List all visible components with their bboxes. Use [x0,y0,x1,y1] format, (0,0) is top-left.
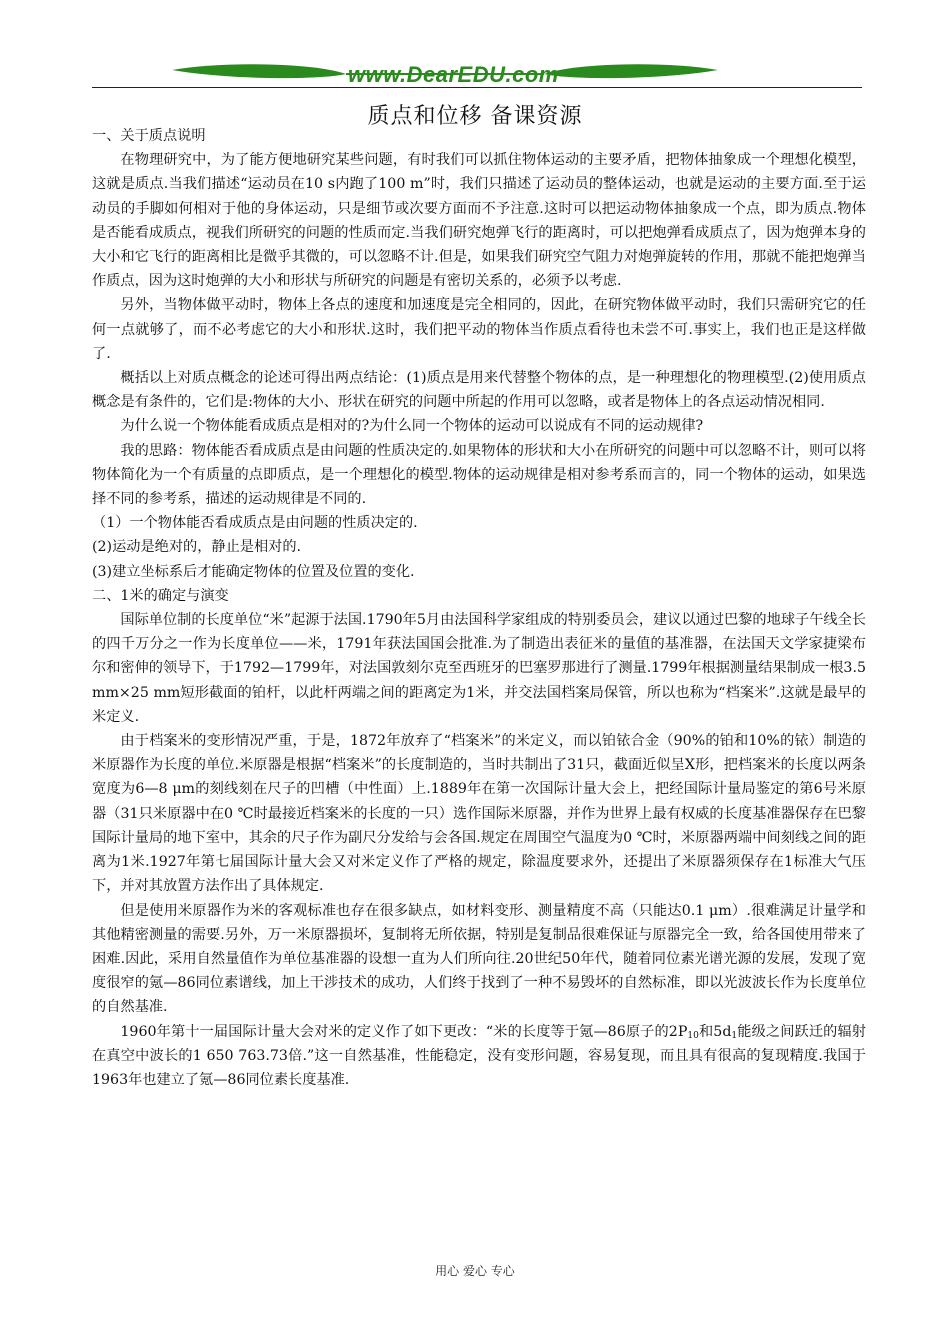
paragraph-7: 由于档案米的变形情况严重，于是，1872年放弃了“档案米”的米定义，而以铂铱合金（90%的铂和10%的铱）制造的米原器作为长度的单位.米原器是根据“档案米”的长度制造的，当时共制出了31只，截面近似呈X形，把档案米的长度以两条宽度为6—8 μm的刻线刻在尺子的凹槽（中性面）上.1889年在第一次国际计量大会上，把经国际计量局鉴定的第6号米原器（31只米原器中在0 ℃时最接近档案米的长度的一只）选作国际米原器，并作为世界上最有权威的长度基准器保存在巴黎国际计量局的地下室中，其余的尺子作为副尺分发给与会各国.规定在周围空气温度为0 ℃时，米原器两端中间刻线之间的距离为1米.1927年第七届国际计量大会又对米定义作了严格的规定，除温度要求外，还提出了米原器须保存在1标准大气压下，并对其放置方法作出了具体规定. [92,733,866,895]
page-footer: 用心 爱心 专心 [435,1264,515,1278]
list-item-1: （1）一个物体能否看成质点是由问题的性质决定的. [92,515,418,532]
list-item-3: (3)建立坐标系后才能确定物体的位置及位置的变化. [92,563,415,580]
site-logo-text[interactable]: www.DearEDU.com [348,62,559,87]
paragraph-8: 但是使用米原器作为米的客观标准也存在很多缺点，如材料变形、测量精度不高（只能达0.1 μm）.很难满足计量学和其他精密测量的需要.另外，万一米原器损坏，复制将无所依据，特别是复制品很难保证与原器完全一致，给各国使用带来了困难.因此，采用自然量值作为单位基准器的设想一直为人们所向往.20世纪50年代，随着同位素光谱光源的发展，发现了宽度很窄的氪—86同位素谱线，加上干涉技术的成功，人们终于找到了一种不易毁坏的自然标准，即以光波波长作为长度单位的自然基准. [92,902,866,1016]
document-body [92,124,866,1092]
paragraph-1: 在物理研究中，为了能方便地研究某些问题，有时我们可以抓住物体运动的主要矛盾，把物体抽象成一个理想化模型，这就是质点.当我们描述“运动员在10 s内跑了100 m”时，我们只描述了运动员的整体运动，也就是运动的主要方面.至于运动员的手脚如何相对于他的身体运动，只是细节或次要方面而不予注意.这时可以把运动物体抽象成一个点，即为质点.物体是否能看成质点，视我们所研究的问题的性质而定.当我们研究炮弹飞行的距离时，可以把炮弹看成质点了，因为炮弹本身的大小和它飞行的距离相比是微乎其微的，可以忽略不计.但是，如果我们研究空气阻力对炮弹旋转的作用，那就不能把炮弹当作质点，因为这时炮弹的大小和形状与所研究的问题是有密切关系的，必须予以考虑. [92,152,866,290]
subscript-1: 1 [731,1030,738,1041]
list-item-2: (2)运动是绝对的，静止是相对的. [92,539,302,556]
page-title: 质点和位移 备课资源 [367,104,583,129]
section-heading-1: 一、关于质点说明 [92,128,206,144]
section-heading-2: 二、1米的确定与演变 [92,587,229,604]
paragraph-4: 为什么说一个物体能看成质点是相对的?为什么同一个物体的运动可以说成有不同的运动规律? [120,418,704,435]
paragraph-3: 概括以上对质点概念的论述可得出两点结论：(1)质点是用来代替整个物体的点，是一种理想化的物理模型.(2)使用质点概念是有条件的，它们是:物体的大小、形状在研究的问题中所起的作用可以忽略，或者是物体上的各点运动情况相同. [92,370,866,411]
paragraph-5: 我的思路：物体能否看成质点是由问题的性质决定的.如果物体的形状和大小在所研究的问题中可以忽略不计，则可以将物体简化为一个有质量的点即质点，是一个理想化的模型.物体的运动规律是相对参考系而言的，同一个物体的运动，如果选择不同的参考系，描述的运动规律是不同的. [92,442,866,508]
paragraph-9-text-c: 和5d [698,1023,732,1040]
header-rule [92,87,862,88]
paragraph-6: 国际单位制的长度单位“米”起源于法国.1790年5月由法国科学家组成的特别委员会，建议以通过巴黎的地球子午线全长的四千万分之一作为长度单位——米，1791年获法国国会批准.为了制造出表征米的量值的基准器，在法国天文学家捷梁布尔和密伸的领导下，于1792—1799年，对法国敦刻尔克至西班牙的巴塞罗那进行了测量.1799年根据测量结果制成一根3.5 mm×25 mm短形截面的铂杆，以此杆两端之间的距离定为1米，并交法国档案局保管，所以也称为“档案米”.这就是最早的米定义. [92,612,866,725]
paragraph-9 [92,1020,866,1093]
paragraph-9-text-a: 1960年第十一届国际计量大会对米的定义作了如下更改：“米的长度等于氪—86原子的2P [120,1023,688,1040]
paragraph-2: 另外，当物体做平动时，物体上各点的速度和加速度是完全相同的，因此，在研究物体做平动时，我们只需研究它的任何一点就够了，而不必考虑它的大小和形状.这时，我们把平动的物体当作质点看待也未尝不可.事实上，我们也正是这样做了. [92,297,866,362]
paragraph-9-text-e: 能级之间跃迁的辐射在真空中波长的1 650 763.73倍.”这一自然基准，性能稳定，没有变形问题，容易复现，而且具有很高的复现精度.我国于1963年也建立了氪—86同位素长度基准. [92,1023,866,1088]
subscript-10: 10 [687,1030,699,1041]
